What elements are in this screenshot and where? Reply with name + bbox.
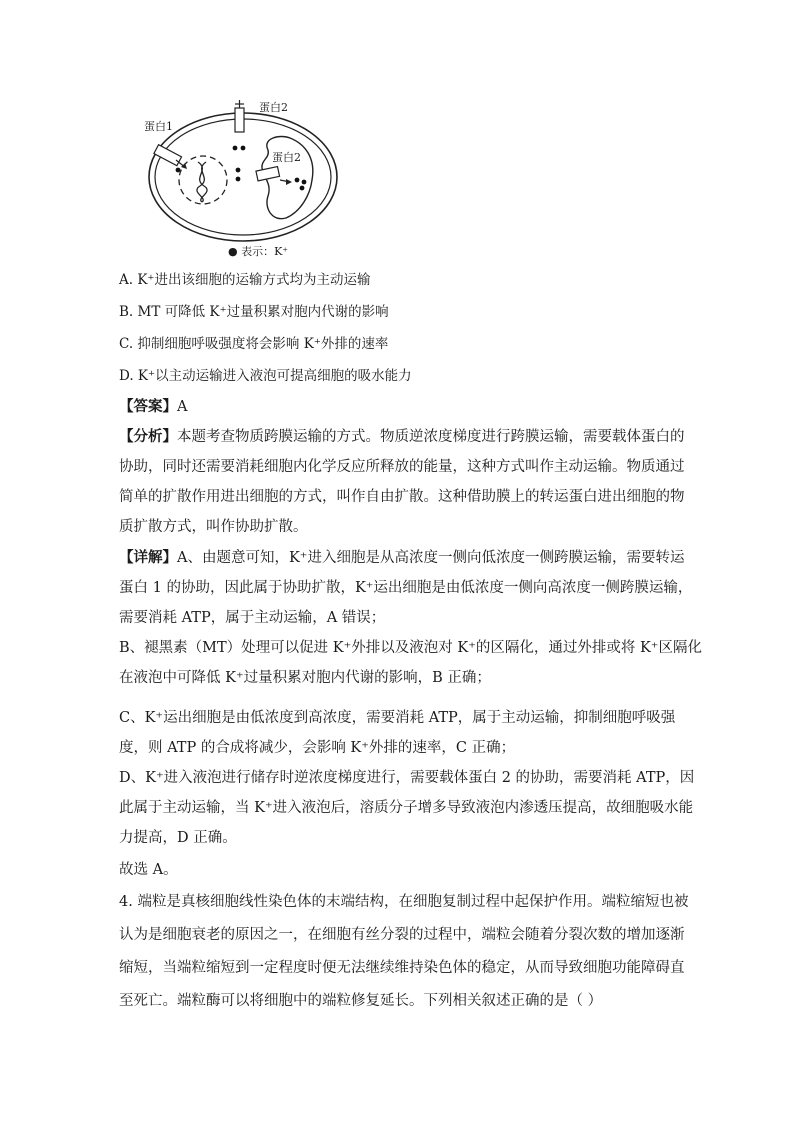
- option-b: B. MT 可降低 K⁺过量积累对胞内代谢的影响: [119, 304, 389, 320]
- option-c: C. 抑制细胞呼吸强度将会影响 K⁺外排的速率: [119, 336, 389, 352]
- protein1-label: 蛋白1: [144, 120, 173, 133]
- question4-line-3: 缩短，当端粒缩短到一定程度时便无法继续维持染色体的稳定，从而导致细胞功能障碍直: [119, 960, 685, 976]
- analysis-text-1: 本题考查物质跨膜运输的方式。物质逆浓度梯度进行跨膜运输，需要载体蛋白的: [177, 429, 685, 445]
- question4-line-1: 4. 端粒是真核细胞线性染色体的末端结构，在细胞复制过程中起保护作用。端粒缩短也被: [119, 894, 689, 910]
- question4-line-4: 至死亡。端粒酶可以将细胞中的端粒修复延长。下列相关叙述正确的是（ ）: [119, 993, 603, 1009]
- dna-strand-2: [197, 162, 206, 202]
- detail-line-5: 在液泡中可降低 K⁺过量积累对胞内代谢的影响，B 正确；: [119, 670, 491, 686]
- answer-value: A: [177, 399, 188, 415]
- dna-strand-1: [198, 162, 207, 202]
- detail-conclusion: 故选 A。: [119, 862, 178, 878]
- option-a: A. K⁺进出该细胞的运输方式均为主动运输: [119, 272, 371, 288]
- detail-label: 【详解】: [119, 549, 177, 566]
- protein1-arrowhead: [181, 163, 187, 169]
- detail-line-4: B、褪黑素（MT）处理可以促进 K⁺外排以及液泡对 K⁺的区隔化，通过外排或将 K⁺区隔化: [119, 640, 702, 656]
- protein2-top-channel: [235, 108, 244, 132]
- detail-text-1: A、由题意可知，K⁺进入细胞是从高浓度一侧向低浓度一侧跨膜运输，需要转运: [177, 550, 685, 566]
- cell-diagram: [140, 98, 340, 258]
- cell-membrane-inner: [155, 119, 331, 235]
- k-ions-vacuole: [295, 178, 307, 191]
- analysis-line-3: 简单的扩散作用进出细胞的方式，叫作自由扩散。这种借助膜上的转运蛋白进出细胞的物: [119, 489, 685, 505]
- figure-legend: ● 表示：K⁺: [228, 245, 289, 258]
- analysis-label: 【分析】: [119, 428, 177, 445]
- analysis-line-2: 协助，同时还需要消耗细胞内化学反应所释放的能量，这种方式叫作主动运输。物质通过: [119, 459, 685, 475]
- protein2-vacuole-label: 蛋白2: [272, 151, 301, 164]
- detail-line-1: [119, 548, 684, 568]
- detail-line-10: 力提高，D 正确。: [119, 830, 237, 846]
- detail-line-7: 度，则 ATP 的合成将减少，会影响 K⁺外排的速率，C 正确；: [119, 740, 516, 756]
- analysis-line-4: 质扩散方式，叫作协助扩散。: [119, 519, 308, 535]
- question4-line-2: 认为是细胞衰老的原因之一，在细胞有丝分裂的过程中，端粒会随着分裂次数的增加逐渐: [119, 927, 685, 943]
- detail-line-6: C、K⁺运出细胞是由低浓度到高浓度，需要消耗 ATP，属于主动运输，抑制细胞呼吸强: [119, 710, 676, 726]
- answer-label: 【答案】: [119, 398, 177, 415]
- analysis-line-1: [119, 427, 685, 447]
- detail-line-2: 蛋白 1 的协助，因此属于协助扩散，K⁺运出细胞是由低浓度一侧向高浓度一侧跨膜运输，: [119, 580, 693, 596]
- protein2-top-label: 蛋白2: [259, 101, 288, 114]
- option-d: D. K⁺以主动运输进入液泡可提高细胞的吸水能力: [119, 368, 412, 384]
- protein2-vacuole-channel: [256, 167, 280, 181]
- answer-line: [119, 397, 187, 417]
- detail-line-8: D、K⁺进入液泡进行储存时逆浓度梯度进行，需要载体蛋白 2 的协助，需要消耗 ATP，因: [119, 770, 695, 786]
- detail-line-9: 此属于主动运输，当 K⁺进入液泡后，溶质分子增多导致液泡内渗透压提高，故细胞吸水能: [119, 800, 694, 816]
- detail-line-3: 需要消耗 ATP，属于主动运输，A 错误；: [119, 610, 386, 626]
